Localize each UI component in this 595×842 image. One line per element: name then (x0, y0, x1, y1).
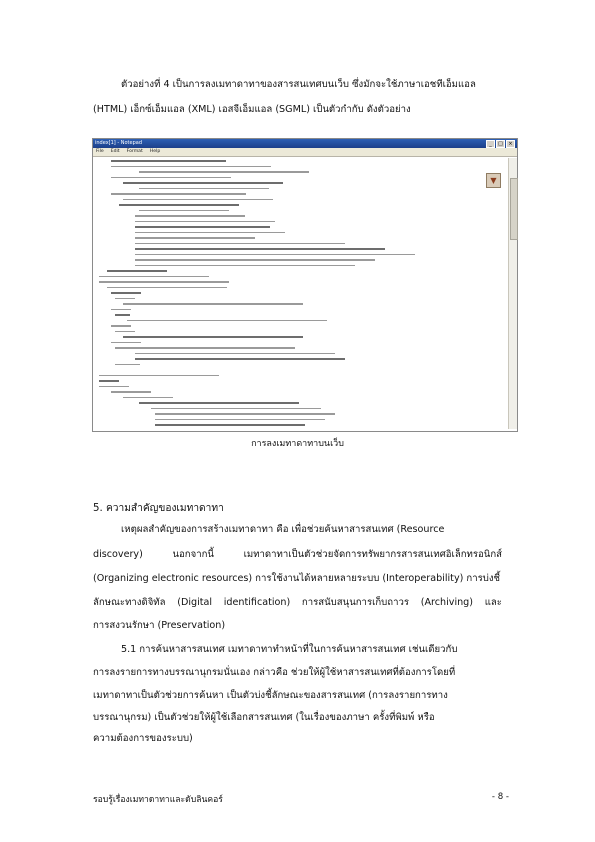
para1-text: เมทาดาทาเป็นตัวช่วยจัดการทรัพยากรสารสนเทศอิเล็กทรอนิกส์ (243, 549, 502, 560)
app-icon: ▼ (486, 173, 501, 188)
para1-text: (Digital (177, 597, 213, 608)
para2-text: การลงรายการทางบรรณานุกรมนั่นเอง กล่าวคือ ช่วยให้ผู้ใช้หาสารสนเทศที่ต้องการโดยที่ (93, 667, 456, 678)
xml-code-line (111, 342, 141, 344)
minimize-icon: _ (486, 140, 495, 148)
para1-text: ลักษณะทางดิจิทัล (93, 597, 166, 608)
xml-code-line (111, 292, 141, 294)
para2-line (121, 643, 457, 656)
page-number: - 8 - (491, 792, 509, 802)
xml-code-line (135, 226, 270, 228)
para2-line (93, 711, 435, 724)
xml-code-line (111, 166, 271, 168)
para2-text: 5.1 การค้นหาสารสนเทศ เมทาดาทาทำหน้าที่ในการค้นหาสารสนเทศ เช่นเดียวกับ (121, 644, 458, 655)
xml-code-line (99, 276, 209, 278)
xml-code-line (135, 215, 245, 217)
close-icon: × (506, 140, 515, 148)
menu-format: Format (126, 149, 143, 154)
para1-text: (Archiving) (420, 597, 474, 608)
figure-caption: การลงเมทาดาทาบนเว็บ (251, 439, 344, 449)
xml-code-line (111, 160, 226, 162)
para1-line (93, 596, 502, 609)
section-heading: 5. ความสำคัญของเมทาดาทา (93, 503, 224, 514)
xml-code-line (115, 331, 135, 333)
xml-code-line (135, 259, 375, 261)
xml-code-line (107, 287, 227, 289)
menu-file: File (96, 149, 104, 154)
para2-line (93, 666, 455, 679)
xml-code-line (155, 413, 335, 415)
xml-code-line (139, 210, 229, 212)
para1-text: นอกจากนี้ (172, 549, 214, 560)
para2-text: บรรณานุกรม) เป็นตัวช่วยให้ผู้ใช้เลือกสารสนเทศ (ในเรื่องของภาษา ครั้งที่พิมพ์ หรือ (93, 712, 435, 723)
xml-code-line (139, 188, 269, 190)
xml-code-line (119, 204, 239, 206)
para1-text: identification) (223, 597, 291, 608)
notepad-titlebar (93, 139, 517, 148)
para1-text: และ (484, 597, 502, 608)
menu-edit: Edit (110, 149, 120, 154)
para1-text: discovery) (93, 549, 143, 560)
xml-code-line (135, 221, 275, 223)
xml-code-line (111, 325, 131, 327)
xml-code-line (99, 281, 229, 283)
xml-code-line (135, 243, 345, 245)
xml-code-line (115, 314, 130, 316)
xml-code-line (107, 270, 167, 272)
para1-text: การสงวนรักษา (Preservation) (93, 620, 226, 631)
xml-code-line (115, 364, 140, 366)
xml-code-line (135, 248, 385, 250)
xml-code-line (99, 375, 219, 377)
intro-line-2: (HTML) เอ็กซ์เอ็มแอล (XML) เอสจีเอ็มแอล (SGML) เป็นตัวกำกับ ดังตัวอย่าง (93, 104, 411, 115)
para2-text: ความต้องการของระบบ) (93, 733, 193, 744)
xml-code-line (135, 232, 285, 234)
xml-code-line (111, 309, 131, 311)
para2-line (93, 689, 448, 702)
xml-code-line (139, 402, 299, 404)
notepad-menubar (93, 148, 517, 157)
para1-text: เหตุผลสำคัญของการสร้างเมทาดาทา คือ เพื่อช่วยค้นหาสารสนเทศ (Resource (121, 524, 445, 535)
xml-code-line (99, 386, 129, 388)
xml-code-line (111, 193, 246, 195)
xml-code-line (123, 336, 303, 338)
xml-code-line (123, 397, 173, 399)
xml-code-line (111, 177, 231, 179)
xml-code-line (123, 303, 303, 305)
para1-line (93, 572, 500, 585)
xml-code-line (135, 265, 355, 267)
vertical-scrollbar (508, 158, 517, 429)
para2-line (93, 732, 193, 745)
para1-line (93, 548, 502, 561)
xml-code-line (123, 182, 283, 184)
para2-text: เมทาดาทาเป็นตัวช่วยการค้นหา เป็นตัวบ่งชี้ลักษณะของสารสนเทศ (การลงรายการทาง (93, 690, 448, 701)
xml-code-line (111, 391, 151, 393)
xml-code-line (115, 298, 135, 300)
xml-code-line (123, 199, 273, 201)
xml-code-line (155, 419, 325, 421)
xml-code-line (135, 237, 255, 239)
intro-line-1: ตัวอย่างที่ 4 เป็นการลงเมทาดาทาของสารสนเทศบนเว็บ ซึ่งมักจะใช้ภาษาเอชทีเอ็มแอล (121, 79, 476, 90)
xml-source-text (95, 158, 507, 429)
para1-line (93, 619, 225, 632)
xml-code-line (135, 353, 335, 355)
scrollbar-thumb (510, 178, 518, 240)
notepad-screenshot (92, 138, 518, 432)
menu-help: Help (149, 149, 161, 154)
window-title: index[1] - Notepad (95, 140, 142, 146)
xml-code-line (135, 358, 345, 360)
para1-line (121, 523, 444, 536)
xml-code-line (151, 408, 321, 410)
xml-code-line (115, 347, 295, 349)
xml-code-line (155, 424, 305, 426)
xml-code-line (99, 380, 119, 382)
xml-code-line (135, 254, 415, 256)
para1-text: (Organizing electronic resources) การใช้งานได้หลายหลายระบบ (Interoperability) การบ่งชี้ (93, 573, 501, 584)
para1-text: การสนับสนุนการเก็บถาวร (301, 597, 410, 608)
maximize-icon: □ (496, 140, 505, 148)
xml-code-line (139, 171, 309, 173)
footer-title: รอบรู้เรื่องเมทาดาทาและดับลินคอร์ (93, 795, 223, 805)
xml-code-line (127, 320, 327, 322)
